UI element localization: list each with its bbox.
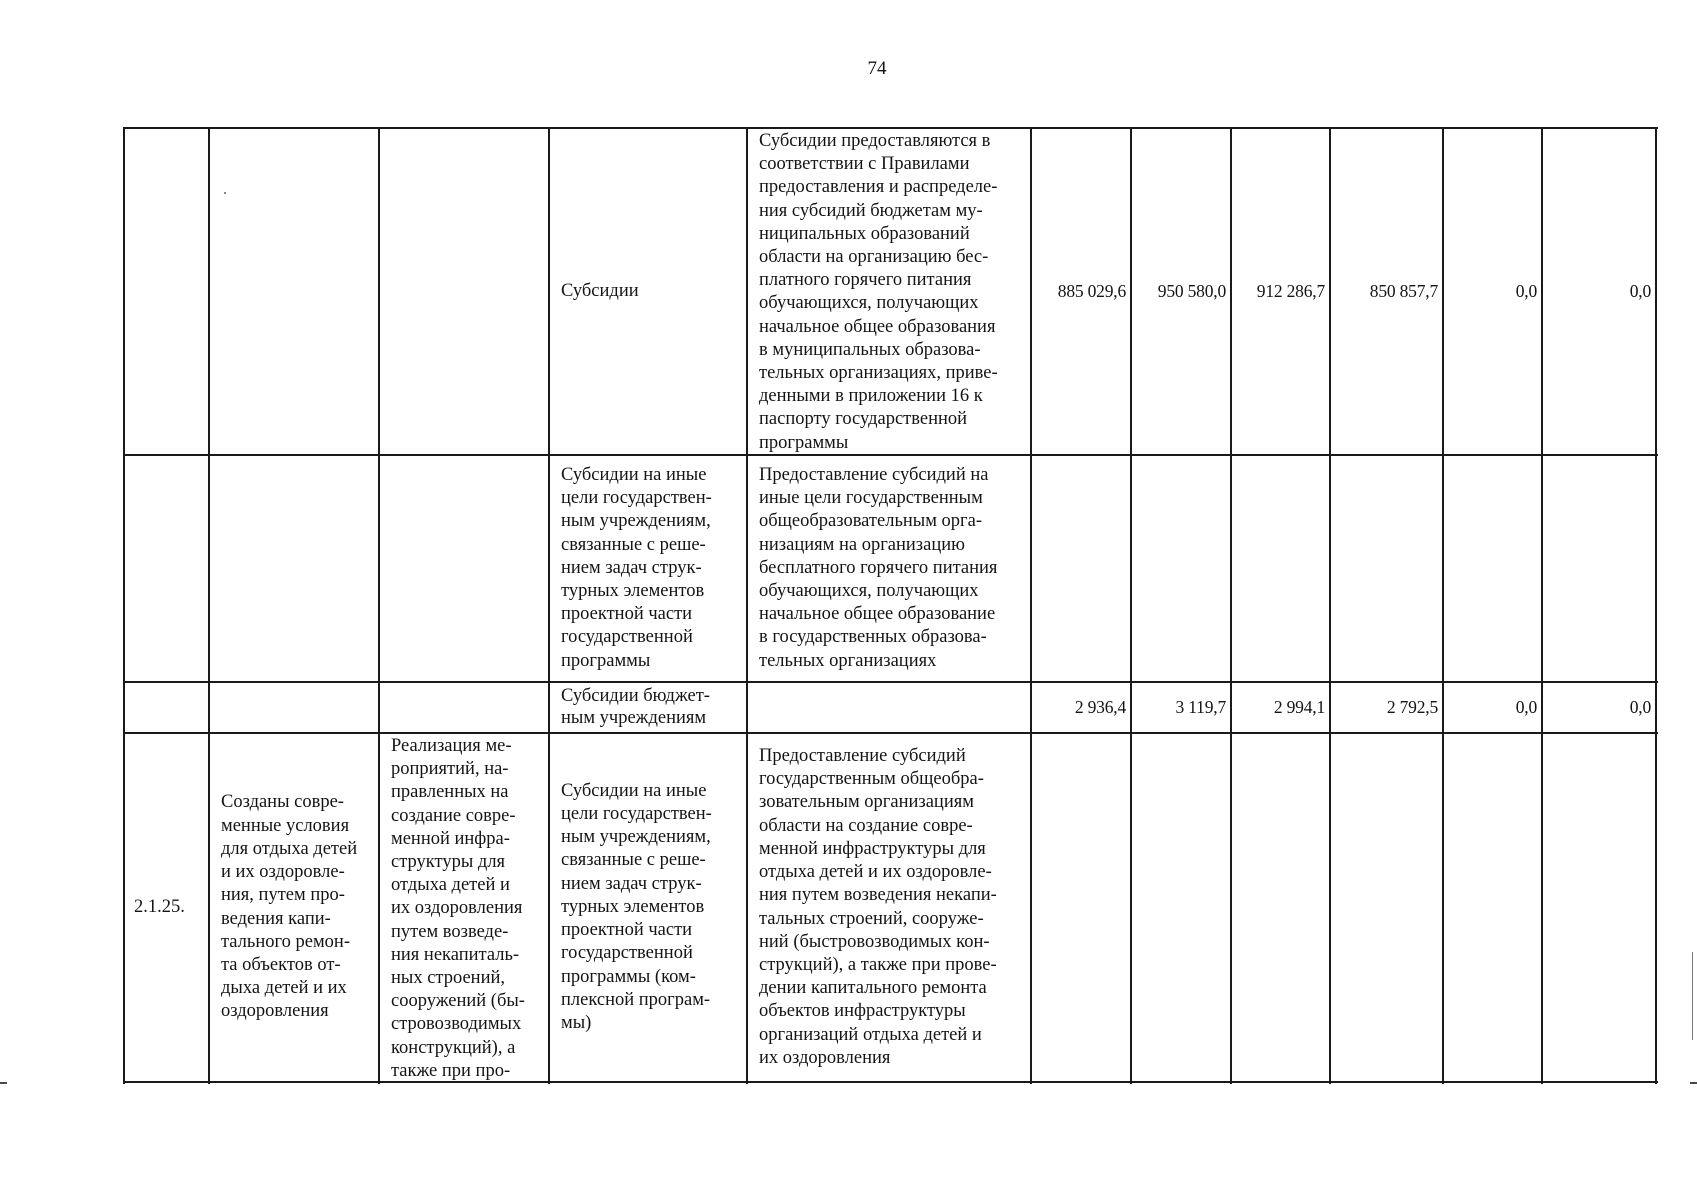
value-cell: 912 286,7	[1256, 280, 1325, 301]
description-cell: Предоставление субсидий государственным общеобра- зовательным организациям области на создание совре- менной инфраструктуры для отдыха детей и их оздоровле- ния путем возведения некапи- тальных строений, сооруже- ний (быстровозводимых кон- струкций), а также при прове- дении капитального ремонта объектов инфраструктуры организаций отдыха детей и их оздоровления	[759, 746, 997, 1068]
value-cell: 0,0	[1629, 280, 1651, 301]
item-number-cell: 2.1.25.	[134, 896, 185, 917]
value-cell: 950 580,0	[1157, 280, 1226, 301]
table-border-right	[1655, 127, 1657, 1084]
page-number: 74	[867, 58, 887, 79]
value-cell: 0,0	[1515, 280, 1537, 301]
value-cell: 2 994,1	[1273, 696, 1325, 717]
value-cell: 2 936,4	[1074, 696, 1126, 717]
funding-type-cell: Субсидии на иные цели государствен- ным учреждениям, связанные с реше- нием задач струк- турных элементов проектной части государственной программы	[561, 465, 712, 671]
value-cell: 850 857,7	[1369, 280, 1438, 301]
funding-type-cell: Субсидии бюджет- ным учреждениям	[561, 686, 710, 728]
value-cell: 2 792,5	[1386, 696, 1438, 717]
scan-dash-right	[1690, 1082, 1697, 1084]
funding-type-cell: Субсидии на иные цели государствен- ным учреждениям, связанные с реше- нием задач струк- турных элементов проектной части государственной программы (ком- плексной програм- мы)	[561, 780, 712, 1033]
table-border-bottom	[123, 1081, 1658, 1083]
activity-cell: Реализация ме- роприятий, на- правленных на создание совре- менной инфра- структуры для отдыха детей и их оздоровления путем возведе- ния некапиталь- ных строений, сооружений (бы- стровозводимых конструкций), а также при про-	[391, 736, 525, 1081]
value-cell: 0,0	[1515, 696, 1537, 717]
funding-type-cell: Субсидии	[561, 280, 639, 301]
result-cell: Созданы совре- менные условия для отдыха детей и их оздоровле- ния, путем про- ведения капи- тального ремон- та объектов от- дыха детей и их оздоровления	[221, 792, 358, 1022]
value-cell: 885 029,6	[1057, 280, 1126, 301]
scan-dot	[224, 192, 226, 194]
value-cell: 3 119,7	[1175, 696, 1226, 717]
scan-edge-line	[1692, 952, 1693, 1040]
scan-dash-left	[0, 1082, 7, 1084]
description-cell: Предоставление субсидий на иные цели государственным общеобразовательным орга- низациям на организацию бесплатного горячего питания обучающихся, получающих начальное общее образование в государственных образова- тельных организациях	[759, 465, 998, 671]
value-cell: 0,0	[1629, 696, 1651, 717]
description-cell: Субсидии предоставляются в соответствии с Правилами предоставления и распределе- ния субсидий бюджетам му- ниципальных образований области на организацию бес- платного горячего питания обучающихся, получающих начальное общее образования в муниципальных образова- тельных организациях, приве- денными в приложении 16 к паспорту государственной программы	[759, 131, 998, 453]
